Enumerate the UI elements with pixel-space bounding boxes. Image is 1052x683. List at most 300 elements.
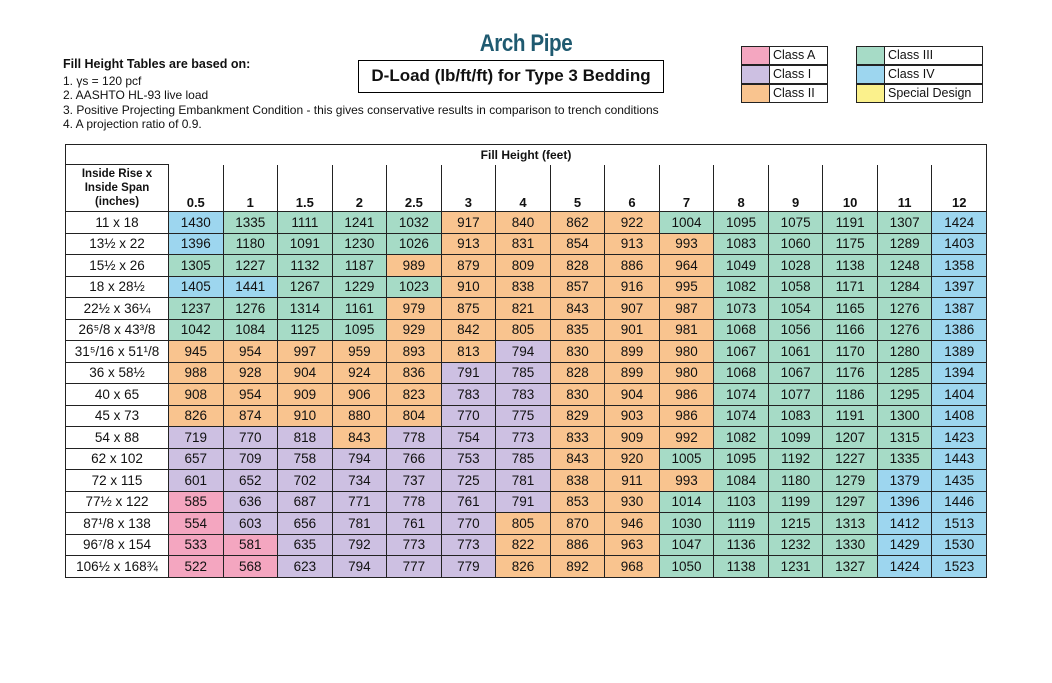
- table-row: [66, 298, 987, 320]
- d-load-cell: 568: [223, 556, 278, 578]
- d-load-cell: 1170: [823, 341, 878, 363]
- d-load-cell: 1307: [877, 212, 932, 234]
- d-load-cell: 771: [332, 491, 387, 513]
- d-load-cell: 904: [278, 362, 333, 384]
- d-load-cell: 913: [441, 233, 496, 255]
- d-load-cell: 761: [441, 491, 496, 513]
- d-load-cell: 778: [387, 491, 442, 513]
- d-load-cell: 875: [441, 298, 496, 320]
- note-item-4: 4. A projection ratio of 0.9.: [63, 117, 202, 132]
- d-load-cell: 1408: [932, 405, 987, 427]
- d-load-cell: 1082: [714, 427, 769, 449]
- row-label: 72 x 115: [66, 470, 169, 492]
- d-load-cell: 1050: [659, 556, 714, 578]
- d-load-cell: 928: [223, 362, 278, 384]
- d-load-cell: 981: [659, 319, 714, 341]
- d-load-cell: 893: [387, 341, 442, 363]
- column-header: 10: [823, 165, 878, 212]
- d-load-cell: 1004: [659, 212, 714, 234]
- d-load-cell: 1056: [768, 319, 823, 341]
- row-label: 18 x 28½: [66, 276, 169, 298]
- d-load-cell: 1389: [932, 341, 987, 363]
- d-load-cell: 1430: [169, 212, 224, 234]
- column-header: 9: [768, 165, 823, 212]
- table-row: [66, 362, 987, 384]
- row-header-line-1: Inside Rise x: [81, 168, 153, 180]
- d-load-cell: 1192: [768, 448, 823, 470]
- d-load-cell: 1068: [714, 319, 769, 341]
- d-load-cell: 1077: [768, 384, 823, 406]
- d-load-cell: 791: [441, 362, 496, 384]
- d-load-cell: 901: [605, 319, 660, 341]
- d-load-cell: 954: [223, 341, 278, 363]
- d-load-cell: 911: [605, 470, 660, 492]
- d-load-cell: 754: [441, 427, 496, 449]
- d-load-cell: 823: [387, 384, 442, 406]
- table-row: [66, 212, 987, 234]
- table-body: [66, 212, 987, 578]
- d-load-cell: 1215: [768, 513, 823, 535]
- d-load-cell: 1237: [169, 298, 224, 320]
- table-row: [66, 470, 987, 492]
- d-load-cell: 892: [550, 556, 605, 578]
- d-load-cell: 777: [387, 556, 442, 578]
- d-load-cell: 753: [441, 448, 496, 470]
- d-load-cell: 1023: [387, 276, 442, 298]
- d-load-cell: 1396: [877, 491, 932, 513]
- legend-class-iii: [856, 46, 983, 65]
- d-load-cell: 1280: [877, 341, 932, 363]
- d-load-cell: 1175: [823, 233, 878, 255]
- legend-swatch-class-iv: [856, 65, 885, 84]
- d-load-cell: 1191: [823, 212, 878, 234]
- legend-swatch-class-i: [741, 65, 770, 84]
- d-load-cell: 831: [496, 233, 551, 255]
- legend-swatch-class-iii: [856, 46, 885, 65]
- d-load-cell: 1138: [823, 255, 878, 277]
- d-load-cell: 601: [169, 470, 224, 492]
- d-load-cell: 522: [169, 556, 224, 578]
- d-load-cell: 1060: [768, 233, 823, 255]
- d-load-cell: 1314: [278, 298, 333, 320]
- d-load-cell: 813: [441, 341, 496, 363]
- d-load-cell: 783: [496, 384, 551, 406]
- d-load-cell: 1441: [223, 276, 278, 298]
- d-load-cell: 1138: [714, 556, 769, 578]
- d-load-cell: 1083: [768, 405, 823, 427]
- d-load-cell: 758: [278, 448, 333, 470]
- d-load-cell: 903: [605, 405, 660, 427]
- d-load-cell: 1276: [877, 319, 932, 341]
- d-load-cell: 773: [496, 427, 551, 449]
- d-load-cell: 929: [387, 319, 442, 341]
- d-load-cell: 862: [550, 212, 605, 234]
- d-load-cell: 968: [605, 556, 660, 578]
- d-load-cell: 1047: [659, 534, 714, 556]
- legend-special-design: [856, 84, 983, 103]
- d-load-cell: 930: [605, 491, 660, 513]
- d-load-cell: 924: [332, 362, 387, 384]
- d-load-cell: 766: [387, 448, 442, 470]
- d-load-cell: 1530: [932, 534, 987, 556]
- d-load-cell: 779: [441, 556, 496, 578]
- d-load-cell: 838: [496, 276, 551, 298]
- d-load-cell: 794: [332, 448, 387, 470]
- row-header: [66, 165, 169, 212]
- legend-class-i: [741, 65, 828, 84]
- legend-label-class-ii: Class II: [770, 84, 828, 103]
- column-header: 7: [659, 165, 714, 212]
- d-load-cell: 843: [332, 427, 387, 449]
- d-load-cell: 828: [550, 362, 605, 384]
- d-load-cell: 737: [387, 470, 442, 492]
- d-load-cell: 987: [659, 298, 714, 320]
- note-item-1: 1. γs = 120 pcf: [63, 73, 142, 88]
- d-load-cell: 908: [169, 384, 224, 406]
- d-load-cell: 906: [332, 384, 387, 406]
- d-load-cell: 773: [441, 534, 496, 556]
- d-load-cell: 857: [550, 276, 605, 298]
- d-load-cell: 853: [550, 491, 605, 513]
- d-load-cell: 997: [278, 341, 333, 363]
- d-load-cell: 554: [169, 513, 224, 535]
- d-load-cell: 986: [659, 405, 714, 427]
- d-load-cell: 1379: [877, 470, 932, 492]
- d-load-cell: 993: [659, 470, 714, 492]
- row-label: 40 x 65: [66, 384, 169, 406]
- d-load-cell: 980: [659, 341, 714, 363]
- d-load-cell: 1358: [932, 255, 987, 277]
- d-load-cell: 1404: [932, 384, 987, 406]
- d-load-cell: 1241: [332, 212, 387, 234]
- d-load-cell: 1103: [714, 491, 769, 513]
- d-load-cell: 1058: [768, 276, 823, 298]
- row-label: 77½ x 122: [66, 491, 169, 513]
- d-load-table: [65, 144, 987, 578]
- row-label: 106½ x 168¾: [66, 556, 169, 578]
- d-load-cell: 805: [496, 319, 551, 341]
- d-load-cell: 1161: [332, 298, 387, 320]
- d-load-cell: 687: [278, 491, 333, 513]
- d-load-cell: 794: [496, 341, 551, 363]
- d-load-cell: 1061: [768, 341, 823, 363]
- d-load-cell: 1091: [278, 233, 333, 255]
- column-header: 12: [932, 165, 987, 212]
- table-row: [66, 255, 987, 277]
- d-load-cell: 1396: [169, 233, 224, 255]
- d-load-cell: 1424: [877, 556, 932, 578]
- table-row: [66, 491, 987, 513]
- column-header: 1.5: [278, 165, 333, 212]
- table-row: [66, 341, 987, 363]
- note-item-2: 2. AASHTO HL-93 live load: [63, 88, 209, 103]
- column-header: 4: [496, 165, 551, 212]
- d-load-cell: 916: [605, 276, 660, 298]
- legend-swatch-special-design: [856, 84, 885, 103]
- table-row: [66, 233, 987, 255]
- d-load-cell: 1073: [714, 298, 769, 320]
- d-load-cell: 1284: [877, 276, 932, 298]
- d-load-cell: 1084: [714, 470, 769, 492]
- d-load-cell: 581: [223, 534, 278, 556]
- d-load-cell: 1132: [278, 255, 333, 277]
- d-load-cell: 1082: [714, 276, 769, 298]
- d-load-cell: 899: [605, 362, 660, 384]
- d-load-cell: 1412: [877, 513, 932, 535]
- d-load-cell: 913: [605, 233, 660, 255]
- d-load-cell: 809: [496, 255, 551, 277]
- d-load-cell: 603: [223, 513, 278, 535]
- d-load-cell: 770: [441, 405, 496, 427]
- d-load-cell: 1136: [714, 534, 769, 556]
- d-load-cell: 843: [550, 448, 605, 470]
- d-load-cell: 822: [496, 534, 551, 556]
- d-load-cell: 840: [496, 212, 551, 234]
- d-load-cell: 1049: [714, 255, 769, 277]
- d-load-cell: 1230: [332, 233, 387, 255]
- row-label: 15½ x 26: [66, 255, 169, 277]
- d-load-cell: 1084: [223, 319, 278, 341]
- legend-label-special-design: Special Design: [885, 84, 983, 103]
- row-label: 11 x 18: [66, 212, 169, 234]
- d-load-cell: 1186: [823, 384, 878, 406]
- d-load-cell: 1295: [877, 384, 932, 406]
- table-row: [66, 513, 987, 535]
- d-load-cell: 1232: [768, 534, 823, 556]
- d-load-cell: 1289: [877, 233, 932, 255]
- row-label: 22½ x 36¼: [66, 298, 169, 320]
- d-load-cell: 833: [550, 427, 605, 449]
- d-load-cell: 1300: [877, 405, 932, 427]
- d-load-cell: 1095: [714, 212, 769, 234]
- d-load-cell: 826: [169, 405, 224, 427]
- d-load-cell: 854: [550, 233, 605, 255]
- row-label: 96⁷/8 x 154: [66, 534, 169, 556]
- d-load-cell: 652: [223, 470, 278, 492]
- d-load-cell: 907: [605, 298, 660, 320]
- d-load-cell: 1165: [823, 298, 878, 320]
- table-row: [66, 384, 987, 406]
- d-load-cell: 783: [441, 384, 496, 406]
- d-load-cell: 1267: [278, 276, 333, 298]
- legend-class-ii: [741, 84, 828, 103]
- d-load-cell: 773: [387, 534, 442, 556]
- d-load-cell: 1187: [332, 255, 387, 277]
- legend-column-1: [741, 46, 828, 103]
- d-load-cell: 910: [441, 276, 496, 298]
- d-load-cell: 954: [223, 384, 278, 406]
- d-load-cell: 791: [496, 491, 551, 513]
- d-load-cell: 959: [332, 341, 387, 363]
- d-load-cell: 828: [550, 255, 605, 277]
- table-row: [66, 276, 987, 298]
- d-load-cell: 1026: [387, 233, 442, 255]
- d-load-cell: 792: [332, 534, 387, 556]
- d-load-cell: 635: [278, 534, 333, 556]
- column-header: 0.5: [169, 165, 224, 212]
- d-load-cell: 1054: [768, 298, 823, 320]
- legend-column-2: [856, 46, 983, 103]
- d-load-cell: 886: [605, 255, 660, 277]
- fill-height-header: Fill Height (feet): [66, 145, 987, 165]
- row-label: 31⁵/16 x 51¹/8: [66, 341, 169, 363]
- row-label: 87¹/8 x 138: [66, 513, 169, 535]
- d-load-cell: 1067: [768, 362, 823, 384]
- legend-label-class-i: Class I: [770, 65, 828, 84]
- d-load-cell: 988: [169, 362, 224, 384]
- table-row: [66, 427, 987, 449]
- d-load-cell: 920: [605, 448, 660, 470]
- d-load-cell: 1330: [823, 534, 878, 556]
- d-load-cell: 623: [278, 556, 333, 578]
- d-load-cell: 636: [223, 491, 278, 513]
- legend-class-a: [741, 46, 828, 65]
- d-load-cell: 1166: [823, 319, 878, 341]
- d-load-cell: 1424: [932, 212, 987, 234]
- d-load-cell: 835: [550, 319, 605, 341]
- d-load-cell: 829: [550, 405, 605, 427]
- table-row: [66, 405, 987, 427]
- row-label: 26⁵/8 x 43³/8: [66, 319, 169, 341]
- d-load-cell: 830: [550, 384, 605, 406]
- d-load-cell: 709: [223, 448, 278, 470]
- d-load-cell: 1403: [932, 233, 987, 255]
- column-header: 2.5: [387, 165, 442, 212]
- d-load-cell: 702: [278, 470, 333, 492]
- legend-swatch-class-ii: [741, 84, 770, 103]
- d-load-cell: 1099: [768, 427, 823, 449]
- column-header: 8: [714, 165, 769, 212]
- d-load-cell: 1227: [223, 255, 278, 277]
- d-load-cell: 1075: [768, 212, 823, 234]
- d-load-cell: 836: [387, 362, 442, 384]
- d-load-cell: 1313: [823, 513, 878, 535]
- d-load-cell: 1125: [278, 319, 333, 341]
- d-load-cell: 725: [441, 470, 496, 492]
- d-load-cell: 946: [605, 513, 660, 535]
- d-load-cell: 1335: [223, 212, 278, 234]
- d-load-cell: 1095: [332, 319, 387, 341]
- row-header-line-2: Inside Span: [84, 182, 150, 194]
- d-load-cell: 879: [441, 255, 496, 277]
- d-load-cell: 1394: [932, 362, 987, 384]
- d-load-cell: 785: [496, 362, 551, 384]
- column-header: 5: [550, 165, 605, 212]
- d-load-cell: 785: [496, 448, 551, 470]
- d-load-cell: 1032: [387, 212, 442, 234]
- d-load-cell: 843: [550, 298, 605, 320]
- d-load-cell: 880: [332, 405, 387, 427]
- d-load-cell: 734: [332, 470, 387, 492]
- legend-label-class-a: Class A: [770, 46, 828, 65]
- d-load-cell: 1446: [932, 491, 987, 513]
- d-load-cell: 821: [496, 298, 551, 320]
- d-load-cell: 995: [659, 276, 714, 298]
- d-load-cell: 838: [550, 470, 605, 492]
- d-load-cell: 1030: [659, 513, 714, 535]
- column-header-row: [66, 165, 987, 212]
- d-load-cell: 909: [605, 427, 660, 449]
- d-load-cell: 1119: [714, 513, 769, 535]
- d-load-cell: 818: [278, 427, 333, 449]
- d-load-cell: 1285: [877, 362, 932, 384]
- d-load-cell: 1180: [768, 470, 823, 492]
- d-load-cell: 1180: [223, 233, 278, 255]
- column-header: 3: [441, 165, 496, 212]
- d-load-cell: 886: [550, 534, 605, 556]
- d-load-cell: 1227: [823, 448, 878, 470]
- d-load-cell: 980: [659, 362, 714, 384]
- d-load-cell: 917: [441, 212, 496, 234]
- d-load-cell: 1423: [932, 427, 987, 449]
- d-load-cell: 904: [605, 384, 660, 406]
- d-load-cell: 1042: [169, 319, 224, 341]
- d-load-cell: 1279: [823, 470, 878, 492]
- d-load-cell: 874: [223, 405, 278, 427]
- d-load-cell: 922: [605, 212, 660, 234]
- d-load-cell: 804: [387, 405, 442, 427]
- row-label: 62 x 102: [66, 448, 169, 470]
- d-load-cell: 1435: [932, 470, 987, 492]
- d-load-cell: 1405: [169, 276, 224, 298]
- d-load-cell: 1231: [768, 556, 823, 578]
- legend-label-class-iii: Class III: [885, 46, 983, 65]
- d-load-cell: 1297: [823, 491, 878, 513]
- d-load-cell: 842: [441, 319, 496, 341]
- d-load-cell: 794: [332, 556, 387, 578]
- d-load-cell: 770: [441, 513, 496, 535]
- d-load-cell: 1335: [877, 448, 932, 470]
- column-header: 2: [332, 165, 387, 212]
- d-load-cell: 1068: [714, 362, 769, 384]
- d-load-cell: 1171: [823, 276, 878, 298]
- d-load-cell: 1207: [823, 427, 878, 449]
- d-load-cell: 585: [169, 491, 224, 513]
- page-title: Arch Pipe: [479, 30, 573, 57]
- d-load-cell: 986: [659, 384, 714, 406]
- d-load-cell: 1305: [169, 255, 224, 277]
- d-load-cell: 1443: [932, 448, 987, 470]
- d-load-cell: 963: [605, 534, 660, 556]
- row-label: 45 x 73: [66, 405, 169, 427]
- table-row: [66, 556, 987, 578]
- d-load-cell: 899: [605, 341, 660, 363]
- d-load-cell: 1229: [332, 276, 387, 298]
- d-load-cell: 1074: [714, 384, 769, 406]
- note-item-3: 3. Positive Projecting Embankment Condition - this gives conservative results in comparison to trench conditions: [63, 102, 659, 117]
- d-load-cell: 1387: [932, 298, 987, 320]
- d-load-cell: 1248: [877, 255, 932, 277]
- d-load-cell: 1095: [714, 448, 769, 470]
- row-label: 54 x 88: [66, 427, 169, 449]
- d-load-cell: 1315: [877, 427, 932, 449]
- row-label: 36 x 58½: [66, 362, 169, 384]
- row-header-line-3: (inches): [94, 196, 140, 208]
- d-load-cell: 945: [169, 341, 224, 363]
- d-load-cell: 1397: [932, 276, 987, 298]
- d-load-cell: 761: [387, 513, 442, 535]
- table-row: [66, 319, 987, 341]
- d-load-cell: 1005: [659, 448, 714, 470]
- d-load-cell: 992: [659, 427, 714, 449]
- table-row: [66, 534, 987, 556]
- d-load-cell: 805: [496, 513, 551, 535]
- d-load-cell: 1276: [877, 298, 932, 320]
- fill-height-header-row: [66, 145, 987, 165]
- notes-heading: Fill Height Tables are based on:: [63, 57, 251, 71]
- d-load-cell: 1014: [659, 491, 714, 513]
- d-load-cell: 775: [496, 405, 551, 427]
